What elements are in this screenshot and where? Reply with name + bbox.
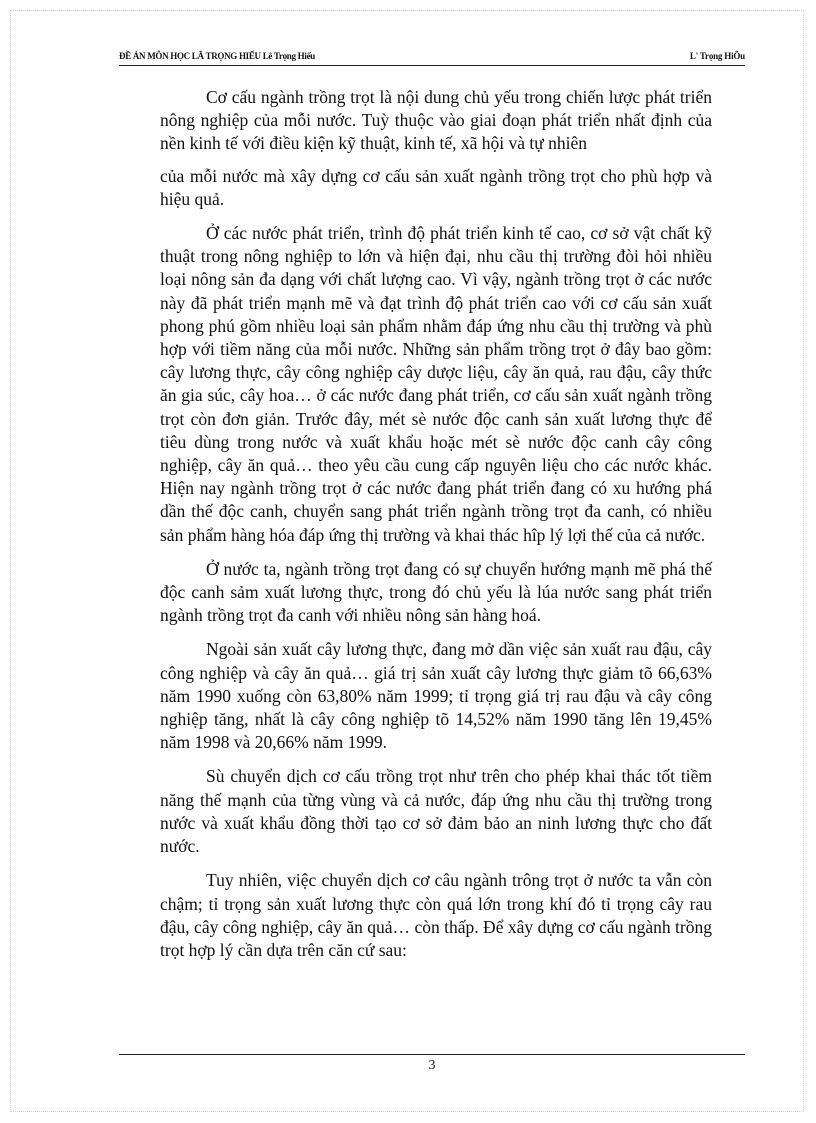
paragraph-5: Sù chuyển dịch cơ cấu trồng trọt như trên cho phép khai thác tốt tiềm năng thế mạnh của từng vùng và cả nước, đáp ứng nhu cầu thị trường trong nước và xuất khẩu đồng thời tạo cơ sở đảm bảo an ninh lương thực cho đất nước. xyxy=(160,766,712,857)
paragraph-6: Tuy nhiên, việc chuyển dịch cơ câu ngành trông trọt ở nước ta vẫn còn chậm; tỉ trọng sản xuất lương thực còn quá lớn trong khí đó tỉ trọng cây rau đậu, cây công nghiệp, cây ăn quả… còn thấp. Để xây dựng cơ cấu ngành trồng trọt hợp lý cần dựa trên căn cứ sau: xyxy=(160,870,712,960)
document-body xyxy=(160,86,712,973)
paragraph-1-continued: của mỗi nước mà xây dựng cơ cấu sản xuất ngành trồng trọt cho phù hợp và hiệu quả. xyxy=(160,165,712,209)
paragraph-1: Cơ cấu ngành trồng trọt là nội dung chủ yếu trong chiến lược phát triển nông nghiệp của mỗi nước. Tuỳ thuộc vào giai đoạn phát triển nhất định của nền kinh tế với điều kiện kỹ thuật, kinh tế, xã hội và tự nhiên xyxy=(160,87,712,154)
paragraph-3: Ở nước ta, ngành trồng trọt đang có sự chuyển hướng mạnh mẽ phá thế độc canh sảm xuất lương thực, trong đó chủ yếu là lúa nước sang phát triển ngành trồng trọt đa canh với nhiều nông sản hàng hoá. xyxy=(160,558,712,626)
header-right-text: L' Trọng HiÕu xyxy=(689,51,745,61)
paragraph-2: Ở các nước phát triển, trình độ phát triển kinh tế cao, cơ sở vật chất kỹ thuật trong nông nghiệp to lớn và hiện đại, nhu cầu thị trường đòi hỏi nhiều loại nông sản đa dạng với chất lượng cao. Vì vậy, ngành trồng trọt ở các nước này đã phát triển mạnh mẽ và đạt trình độ phát triển cao với cơ cấu sản xuất phong phú gồm nhiều loại sản phẩm nhằm đáp ứng nhu cầu thị trường và phù hợp với tiềm năng của mỗi nước. Những sản phẩm trồng trọt ở đây bao gồm: cây lương thực, cây công nghiệp cây dược liệu, cây ăn quả, rau đậu, cây thức ăn gia súc, cây hoa… ở các nước đang phát triển, cơ cấu sản xuất ngành trồng trọt còn đơn giản. Trước đây, mét sè nước độc canh sản xuất lương thực để tiêu dùng trong nước và xuất khẩu hoặc mét sè nước độc canh cây công nghiệp, cây ăn quả… theo yêu cầu cung cấp nguyên liệu cho các nước khác. Hiện nay ngành trồng trọt ở các nước đang phát triển đang có xu hướng phá dần thế độc canh, chuyển sang phát triển ngành trồng trọt đa canh, có nhiều sản phẩm hàng hóa đáp ứng thị trường và khai thác hîp lý lợi thế của cả nước. xyxy=(160,223,712,545)
page-number: 3 xyxy=(428,1058,436,1073)
header-divider xyxy=(119,65,745,66)
header-left-text: ĐỀ ÁN MÔN HỌC LÃ TRỌNG HIẾU Lê Trọng Hiếu xyxy=(119,51,315,61)
paragraph-4: Ngoài sản xuất cây lương thực, đang mở dần việc sản xuất rau đậu, cây công nghiệp và cây ăn quả… giá trị sản xuất cây lương thực giảm tõ 66,63% năm 1990 xuống còn 63,80% năm 1999; tỉ trọng giá trị rau đậu và cây công nghiệp tăng, nhất là cây công nghiệp tõ 14,52% năm 1990 tăng lên 19,45% năm 1998 và 20,66% năm 1999. xyxy=(160,639,712,753)
footer-divider xyxy=(119,1054,745,1055)
page-header xyxy=(119,51,745,65)
